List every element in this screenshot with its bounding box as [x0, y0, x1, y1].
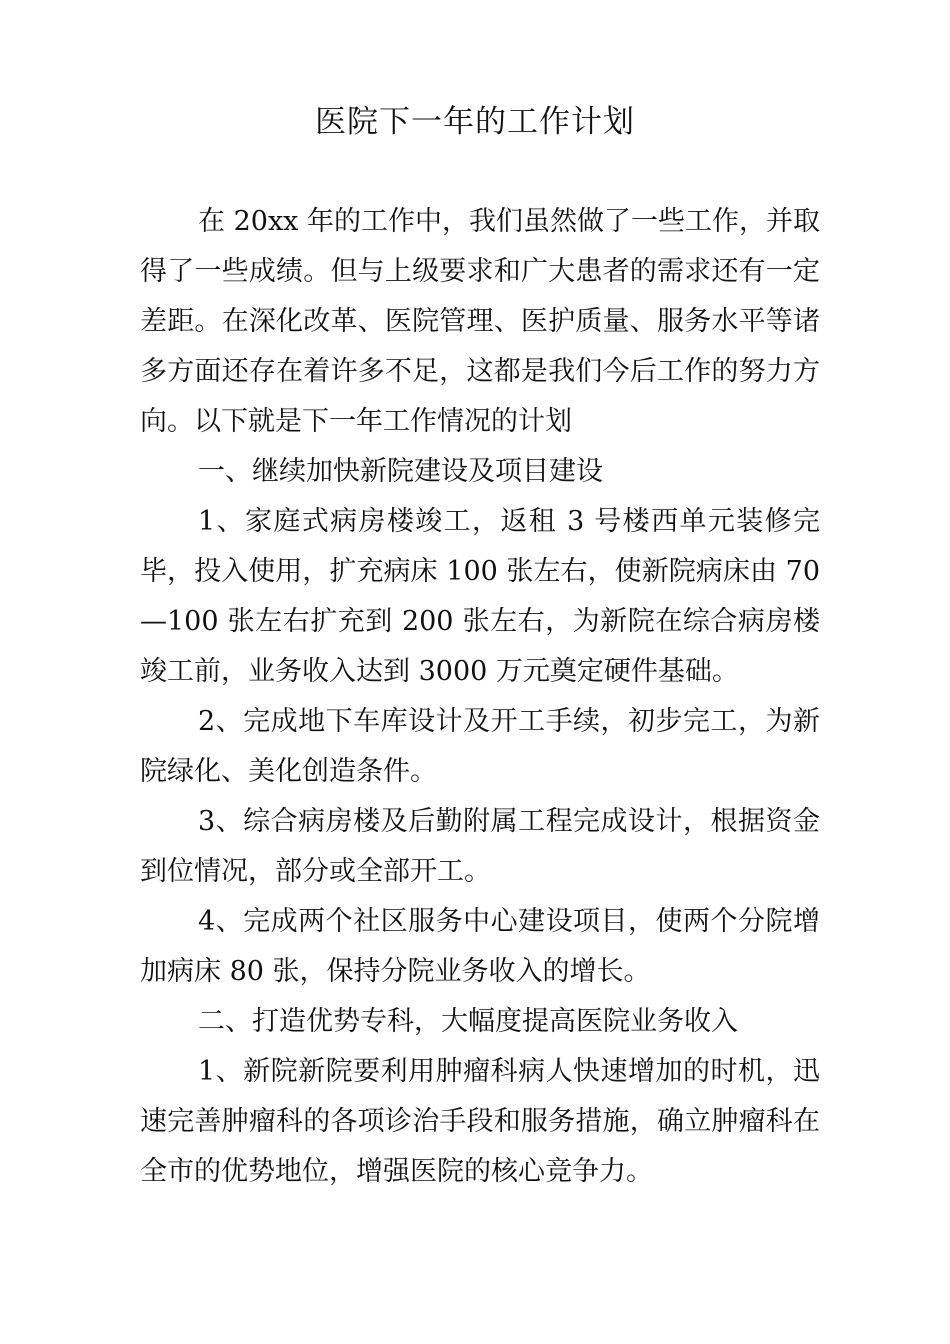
- paragraph-item-2-1: 1、新院新院要利用肿瘤科病人快速增加的时机，迅速完善肿瘤科的各项诊治手段和服务措施，确立肿瘤科在全市的优势地位，增强医院的核心竞争力。: [140, 1056, 820, 1187]
- paragraph-item-1-3: 3、综合病房楼及后勤附属工程完成设计，根据资金到位情况，部分或全部开工。: [140, 806, 820, 887]
- document-title: 医院下一年的工作计划: [315, 104, 635, 140]
- paragraph-item-1-4: 4、完成两个社区服务中心建设项目，使两个分院增加病床 80 张，保持分院业务收入的增长。: [140, 906, 820, 987]
- paragraph-item-1-2: 2、完成地下车库设计及开工手续，初步完工，为新院绿化、美化创造条件。: [140, 706, 820, 787]
- section-heading-2: 二、打造优势专科，大幅度提高医院业务收入: [198, 1006, 738, 1037]
- paragraph-intro: 在 20xx 年的工作中，我们虽然做了一些工作，并取得了一些成绩。但与上级要求和广大患者的需求还有一定差距。在深化改革、医院管理、医护质量、服务水平等诸多方面还存在着许多不足，这都是我们今后工作的努力方向。以下就是下一年工作情况的计划: [140, 206, 820, 437]
- document-body: [140, 197, 820, 1197]
- paragraph-item-1-1: 1、家庭式病房楼竣工，返租 3 号楼西单元装修完毕，投入使用，扩充病床 100 张左右，使新院病床由 70—100 张左右扩充到 200 张左右，为新院在综合病房楼竣工前，业务收入达到 3000 万元奠定硬件基础。: [140, 506, 820, 687]
- section-heading-1: 一、继续加快新院建设及项目建设: [198, 456, 603, 487]
